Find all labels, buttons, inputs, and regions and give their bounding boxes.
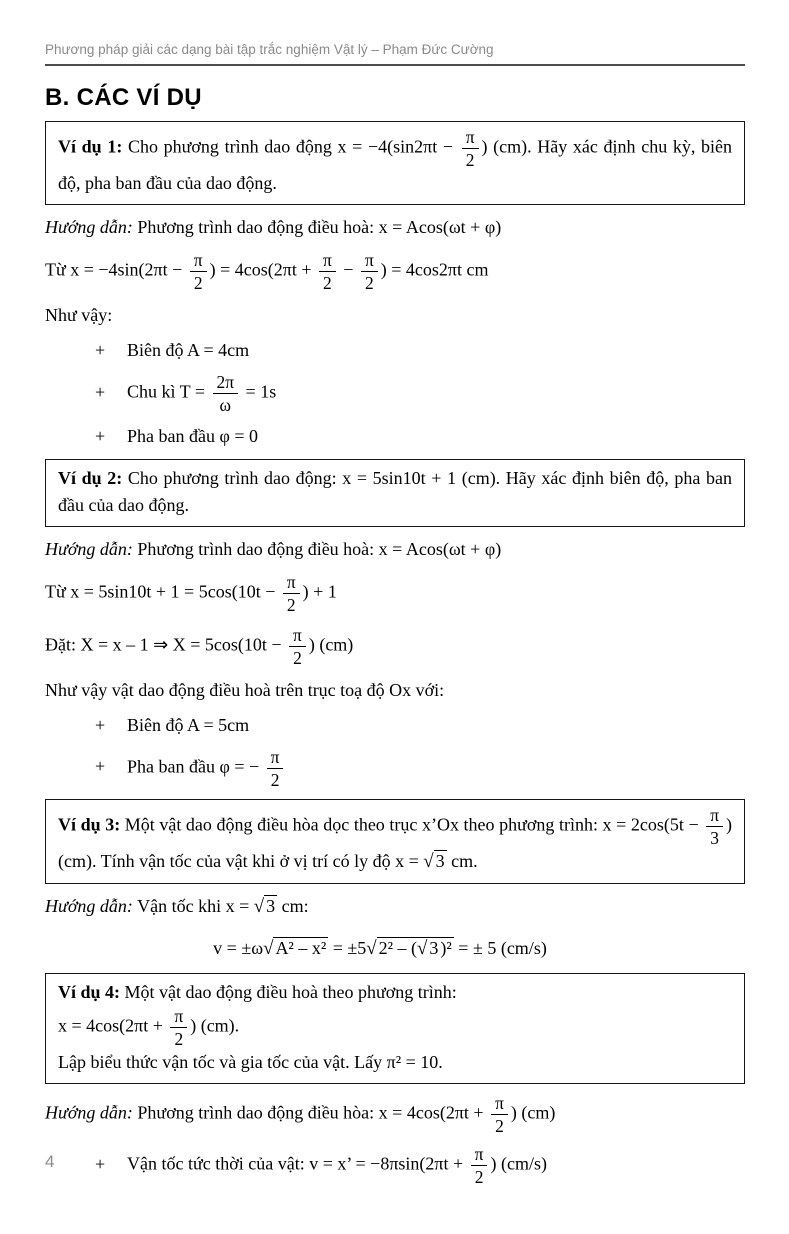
example-4-box xyxy=(45,973,745,1084)
text-run: − xyxy=(338,259,358,280)
fraction-pi-over-2: $\frac{\pi}{2}$ xyxy=(462,127,479,170)
text-run: ) + 1 xyxy=(302,582,337,603)
text-run: ) (cm). Hãy xác định chu kỳ, biên độ, pha ban đầu của dao động. xyxy=(58,136,733,194)
fraction-2pi-over-omega: $\frac{2\pi}{\omega}$ xyxy=(213,372,239,415)
text-run: ) (cm). xyxy=(190,1015,240,1036)
solution-2-item-amplitude xyxy=(95,712,745,739)
example-1-statement xyxy=(58,127,732,197)
example-4-statement xyxy=(58,979,732,1006)
text-run: Chu kì T = xyxy=(127,381,210,402)
fraction-pi-over-2: $\frac{\pi}{2}$ xyxy=(283,572,300,615)
solution-1-intro xyxy=(45,214,745,241)
solution-3-velocity-equation xyxy=(45,934,715,964)
plus-marker: + xyxy=(95,714,106,735)
text-run: Phương trình dao động điều hoà: x = Acos(ωt + φ) xyxy=(132,217,502,238)
text-run: Phương trình dao động điều hoà: x = Acos(ωt + φ) xyxy=(132,539,502,560)
sqrt-3: √ 3 xyxy=(423,850,445,872)
example-2-box xyxy=(45,459,745,527)
example-3-statement xyxy=(58,805,732,876)
text-run: Một vật dao động điều hoà theo phương trình: xyxy=(120,981,457,1002)
text-run: v = ±ω xyxy=(213,937,264,958)
solution-2-equation-1 xyxy=(45,572,745,615)
text-run: )² xyxy=(440,937,452,958)
text-run: ) (cm/s) xyxy=(490,1153,547,1174)
text-run: ) (cm) xyxy=(308,634,354,655)
running-header xyxy=(45,42,745,66)
fraction-pi-over-2: $\frac{\pi}{2}$ xyxy=(267,747,284,790)
solution-4-item-velocity xyxy=(95,1144,745,1187)
solution-label: Hướng dẫn: xyxy=(45,1102,133,1123)
text-run: Phương trình dao động điều hòa: x = 4cos(2πt + xyxy=(132,1102,489,1123)
example-4-equation xyxy=(58,1006,732,1049)
example-3-label: Ví dụ 3: xyxy=(58,814,121,835)
text-run: Từ x = −4sin(2πt − xyxy=(45,259,187,280)
text-run: cm: xyxy=(277,896,309,917)
plus-marker: + xyxy=(95,756,106,777)
text-run: Vận tốc tức thời của vật: v = x’ = −8πsin(2πt + xyxy=(127,1153,468,1174)
text-run: = 1s xyxy=(241,381,277,402)
text-run: ) = 4cos2πt cm xyxy=(380,259,489,280)
text-run: Pha ban đầu φ = − xyxy=(127,756,264,777)
example-4-label: Ví dụ 4: xyxy=(58,981,121,1002)
text-run: Pha ban đầu φ = 0 xyxy=(127,426,259,447)
fraction-pi-over-2: $\frac{\pi}{2}$ xyxy=(319,250,336,293)
example-4-task: Lập biểu thức vận tốc và gia tốc của vật. Lấy π² = 10. xyxy=(58,1051,443,1072)
solution-1-equation xyxy=(45,250,745,293)
text-run: ) = 4cos(2πt + xyxy=(209,259,316,280)
fraction-pi-over-2: $\frac{\pi}{2}$ xyxy=(190,250,207,293)
text-run: cm. xyxy=(446,850,478,871)
page-number: 4 xyxy=(45,1152,55,1171)
solution-label: Hướng dẫn: xyxy=(45,539,133,560)
running-header-text: Phương pháp giải các dạng bài tập trắc nghiệm Vật lý – Phạm Đức Cường xyxy=(45,42,494,57)
fraction-pi-over-2: $\frac{\pi}{2}$ xyxy=(491,1093,508,1136)
fraction-pi-over-2: $\frac{\pi}{2}$ xyxy=(471,1144,488,1187)
text-run: Vận tốc khi x = xyxy=(132,896,254,917)
text-run: = ±5 xyxy=(328,937,367,958)
plus-marker: + xyxy=(95,381,106,402)
solution-3-intro xyxy=(45,893,745,921)
fraction-pi-over-3: $\frac{\pi}{3}$ xyxy=(706,805,723,848)
text-run: Cho phương trình dao động x = −4(sin2πt − xyxy=(122,136,459,157)
solution-1-item-amplitude xyxy=(95,337,745,364)
solution-2-text: Như vậy vật dao động điều hoà trên trục toạ độ Ox với: xyxy=(45,679,445,700)
fraction-pi-over-2: $\frac{\pi}{2}$ xyxy=(361,250,378,293)
section-title: B. CÁC VÍ DỤ xyxy=(45,84,202,111)
solution-2-item-phase xyxy=(95,747,745,790)
solution-1-text: Như vậy: xyxy=(45,305,113,326)
fraction-pi-over-2: $\frac{\pi}{2}$ xyxy=(170,1006,187,1049)
solution-1-item-phase xyxy=(95,423,745,450)
solution-4-intro xyxy=(45,1093,745,1136)
text-run: Cho phương trình dao động: x = 5sin10t + 1 (cm). Hãy xác định biên độ, pha ban đầu của dao động. xyxy=(58,468,732,516)
text-run: 2² – ( xyxy=(378,937,418,958)
plus-marker: + xyxy=(95,426,106,447)
example-1-box xyxy=(45,121,745,205)
sqrt-3: √ 3 xyxy=(253,896,276,918)
sqrt-3: √ 3 xyxy=(417,937,439,959)
sqrt-expression: √ 2² – (√ 3 )² xyxy=(366,937,452,959)
text-run: Đặt: X = x – 1 ⇒ X = 5cos(10t − xyxy=(45,634,287,655)
example-2-label: Ví dụ 2: xyxy=(58,468,123,489)
example-1-label: Ví dụ 1: xyxy=(58,136,123,157)
text-run: Biên độ A = 4cm xyxy=(127,340,250,361)
text-run: ) (cm) xyxy=(510,1102,556,1123)
example-3-box xyxy=(45,799,745,884)
sqrt-A2-minus-x2: √ A² – x² xyxy=(263,937,327,959)
example-2-statement xyxy=(58,465,732,519)
solution-2-intro xyxy=(45,536,745,563)
solution-label: Hướng dẫn: xyxy=(45,896,133,917)
text-run: Biên độ A = 5cm xyxy=(127,714,250,735)
text-run: Từ x = 5sin10t + 1 = 5cos(10t − xyxy=(45,582,280,603)
solution-1-item-period xyxy=(95,372,745,415)
text-run: ) (cm). Tính vận tốc của vật khi ở vị trí có ly độ x = xyxy=(58,814,732,871)
plus-marker: + xyxy=(95,340,106,361)
text-run: = ± 5 (cm/s) xyxy=(453,937,547,958)
text-run: Một vật dao động điều hòa dọc theo trục x’Ox theo phương trình: x = 2cos(5t − xyxy=(120,814,704,835)
text-run: x = 4cos(2πt + xyxy=(58,1015,168,1036)
fraction-pi-over-2: $\frac{\pi}{2}$ xyxy=(289,625,306,668)
plus-marker: + xyxy=(95,1153,106,1174)
solution-label: Hướng dẫn: xyxy=(45,217,133,238)
solution-2-equation-2 xyxy=(45,625,745,668)
